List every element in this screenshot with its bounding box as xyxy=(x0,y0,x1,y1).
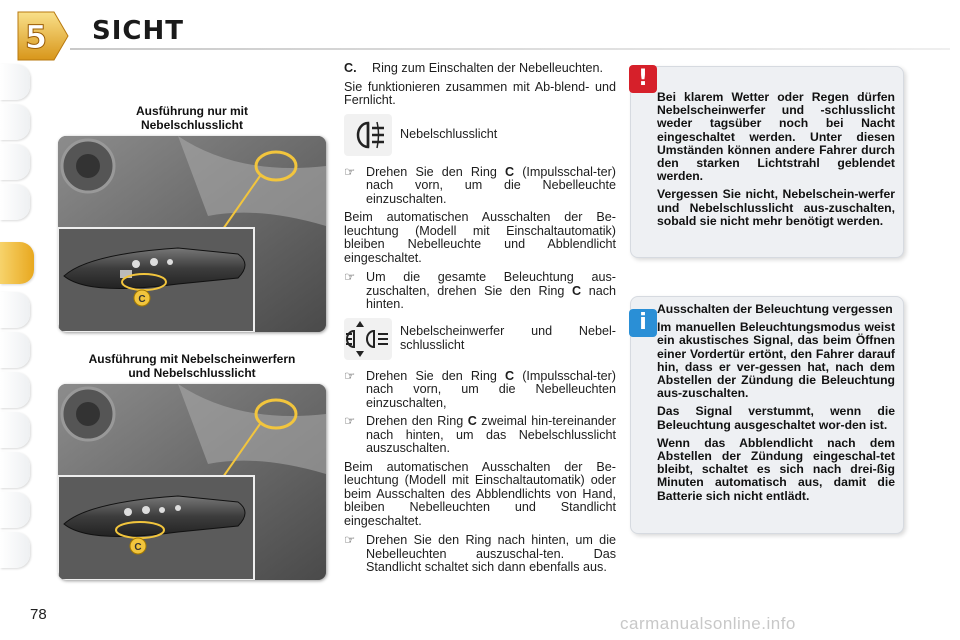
pointer-icon: ☞ xyxy=(344,270,356,284)
pointer-icon: ☞ xyxy=(344,368,356,383)
bullet-item: ☞ Drehen Sie den Ring C (Impulsschal-ter) nach vorn, um die Nebelleuchten einzuschalten, xyxy=(344,368,616,410)
warning-icon: ! xyxy=(629,65,657,93)
chapter-tabs xyxy=(0,60,36,580)
warning-text-1: Bei klarem Wetter oder Regen dürfen Nebelscheinwerfer und -schlusslicht weder tagsüber noch bei Nacht eingeschaltet werden. Unter diesen Umständen können andere Fahrer durch den starken Lichtstrahl geblendet werden. xyxy=(657,90,895,184)
chapter-number: 5 xyxy=(24,18,48,56)
chapter-tab-active[interactable] xyxy=(0,242,34,284)
callout-c-label: C xyxy=(138,294,146,305)
pointer-icon: ☞ xyxy=(344,414,356,428)
bullet-item: ☞ Drehen den Ring C zweimal hin-tereinander nach hinten, um das Nebelschlusslicht auszuschalten. xyxy=(344,414,616,455)
caption-front-and-rear-fog: Ausführung mit Nebelscheinwerfern und Nebelschlusslicht xyxy=(88,352,296,380)
chapter-tab[interactable] xyxy=(0,144,30,180)
photo-stalk-front-rear-fog xyxy=(58,384,326,580)
callout-c-label: C xyxy=(134,542,142,553)
caption-rear-fog-only: Ausführung nur mit Nebelschlusslicht xyxy=(136,104,248,132)
info-text-2: Das Signal verstummt, wenn die Beleuchtung ausgeschaltet wor-den ist. xyxy=(657,404,895,432)
front-rear-fog-label: Nebelscheinwerfer und Nebel-schlusslicht xyxy=(400,324,616,352)
info-box xyxy=(630,296,904,534)
chapter-badge xyxy=(14,10,70,62)
header-divider xyxy=(70,48,950,50)
page-number: 78 xyxy=(30,606,47,623)
auto-off-paragraph: Beim automatischen Ausschalten der Be-leuchtung (Modell mit Einschaltautomatik) bleiben Nebelleuchte und Abblendlicht eingeschaltet. xyxy=(344,210,616,265)
bullet-item: ☞ Drehen Sie den Ring C (Impulsschal-ter) nach vorn, um die Nebelleuchte einzuschalten. xyxy=(344,164,616,206)
chapter-tab[interactable] xyxy=(0,64,30,100)
chapter-tab[interactable] xyxy=(0,292,30,328)
front-rear-fog-light-icon xyxy=(344,318,392,360)
info-icon: i xyxy=(629,309,657,337)
bullet-item: ☞ Um die gesamte Beleuchtung aus-zuschalten, drehen Sie den Ring C nach hinten. xyxy=(344,270,617,311)
watermark: carmanualsonline.info xyxy=(620,614,796,633)
rear-fog-label: Nebelschlusslicht xyxy=(400,126,498,141)
definition-label: C. xyxy=(344,61,357,75)
chapter-tab[interactable] xyxy=(0,104,30,140)
chapter-tab[interactable] xyxy=(0,412,30,448)
page-title: SICHT xyxy=(92,16,184,46)
definition-c xyxy=(344,62,616,76)
chapter-tab[interactable] xyxy=(0,372,30,408)
auto-off-paragraph-2: Beim automatischen Ausschalten der Be-leuchtung (Modell mit Einschaltautomatik) oder beim Ausschalten des Abblendlichts von Hand, bleiben Nebelleuchten und Standlicht eingeschaltet. xyxy=(344,459,616,528)
instructions-column xyxy=(344,62,616,580)
chapter-tab[interactable] xyxy=(0,532,30,568)
warning-box xyxy=(630,66,904,258)
rear-fog-light-icon xyxy=(344,114,392,156)
chapter-tab[interactable] xyxy=(0,332,30,368)
chapter-tab[interactable] xyxy=(0,492,30,528)
intro-paragraph: Sie funktionieren zusammen mit Ab-blend- und Fernlicht. xyxy=(344,79,616,107)
chapter-tab[interactable] xyxy=(0,184,30,220)
info-title: Ausschalten der Beleuchtung vergessen xyxy=(657,302,893,316)
definition-text: Ring zum Einschalten der Nebelleuchten. xyxy=(372,61,604,75)
info-text-1: Im manuellen Beleuchtungsmodus weist ein akustisches Signal, das beim Öffnen einer Vordertür ertönt, den Fahrer darauf hin, dass er ver-gessen hat, nach dem Abstellen der Zündung die Beleuchtung aus-zuschalten. xyxy=(657,320,895,401)
pointer-icon: ☞ xyxy=(344,533,356,547)
front-rear-fog-symbol-row xyxy=(344,318,616,360)
photo-stalk-rear-fog xyxy=(58,136,326,332)
warning-text-2: Vergessen Sie nicht, Nebelschein-werfer und Nebelschlusslicht aus-zuschalten, sobald sie nicht mehr benötigt werden. xyxy=(657,187,895,228)
info-text-3: Wenn das Abblendlicht nach dem Abstellen der Zündung eingeschal-tet bleibt, schaltet es sich nach drei-ßig Minuten automatisch aus, damit die Batterie sich nicht entlädt. xyxy=(657,435,895,503)
pointer-icon: ☞ xyxy=(344,164,356,179)
rear-fog-symbol-row xyxy=(344,114,616,156)
bullet-item: ☞ Drehen Sie den Ring nach hinten, um die Nebelleuchten auszuschal-ten. Das Standlicht schaltet sich dann ebenfalls aus. xyxy=(344,533,616,574)
chapter-tab[interactable] xyxy=(0,452,30,488)
